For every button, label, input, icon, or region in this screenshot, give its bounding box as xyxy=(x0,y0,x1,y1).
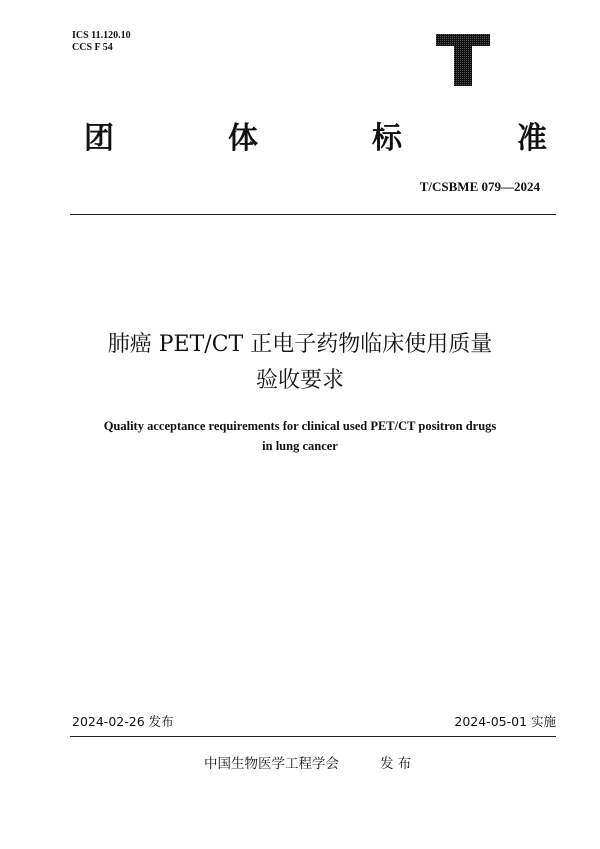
implementation-date: 2024-05-01 实施 xyxy=(454,714,556,729)
standard-number: T/CSBME 079—2024 xyxy=(419,179,540,194)
category-char-2: 体 xyxy=(228,121,258,156)
ics-code: ICS 11.120.10 xyxy=(72,30,131,41)
classification-codes xyxy=(72,30,131,54)
category-char-1: 团 xyxy=(84,121,114,156)
release-date: 2024-02-26 发布 xyxy=(72,714,174,729)
title-en-line-2: in lung cancer xyxy=(262,439,338,453)
issuing-organization: 中国生物医学工程学会 xyxy=(204,756,339,772)
issue-label: 发 布 xyxy=(380,756,412,772)
ccs-code: CCS F 54 xyxy=(72,42,113,53)
standard-type-logo xyxy=(436,34,490,86)
t-logo-icon xyxy=(436,34,490,86)
title-cn-line-2: 验收要求 xyxy=(255,368,344,393)
category-char-4: 准 xyxy=(517,121,547,156)
title-en-line-1: Quality acceptance requirements for clinical used PET/CT positron drugs xyxy=(103,419,497,433)
category-char-3: 标 xyxy=(372,121,402,156)
footer-divider xyxy=(70,736,556,737)
title-cn-line-1: 肺癌 PET/CT 正电子药物临床使用质量 xyxy=(107,332,493,357)
header-divider xyxy=(70,214,556,215)
